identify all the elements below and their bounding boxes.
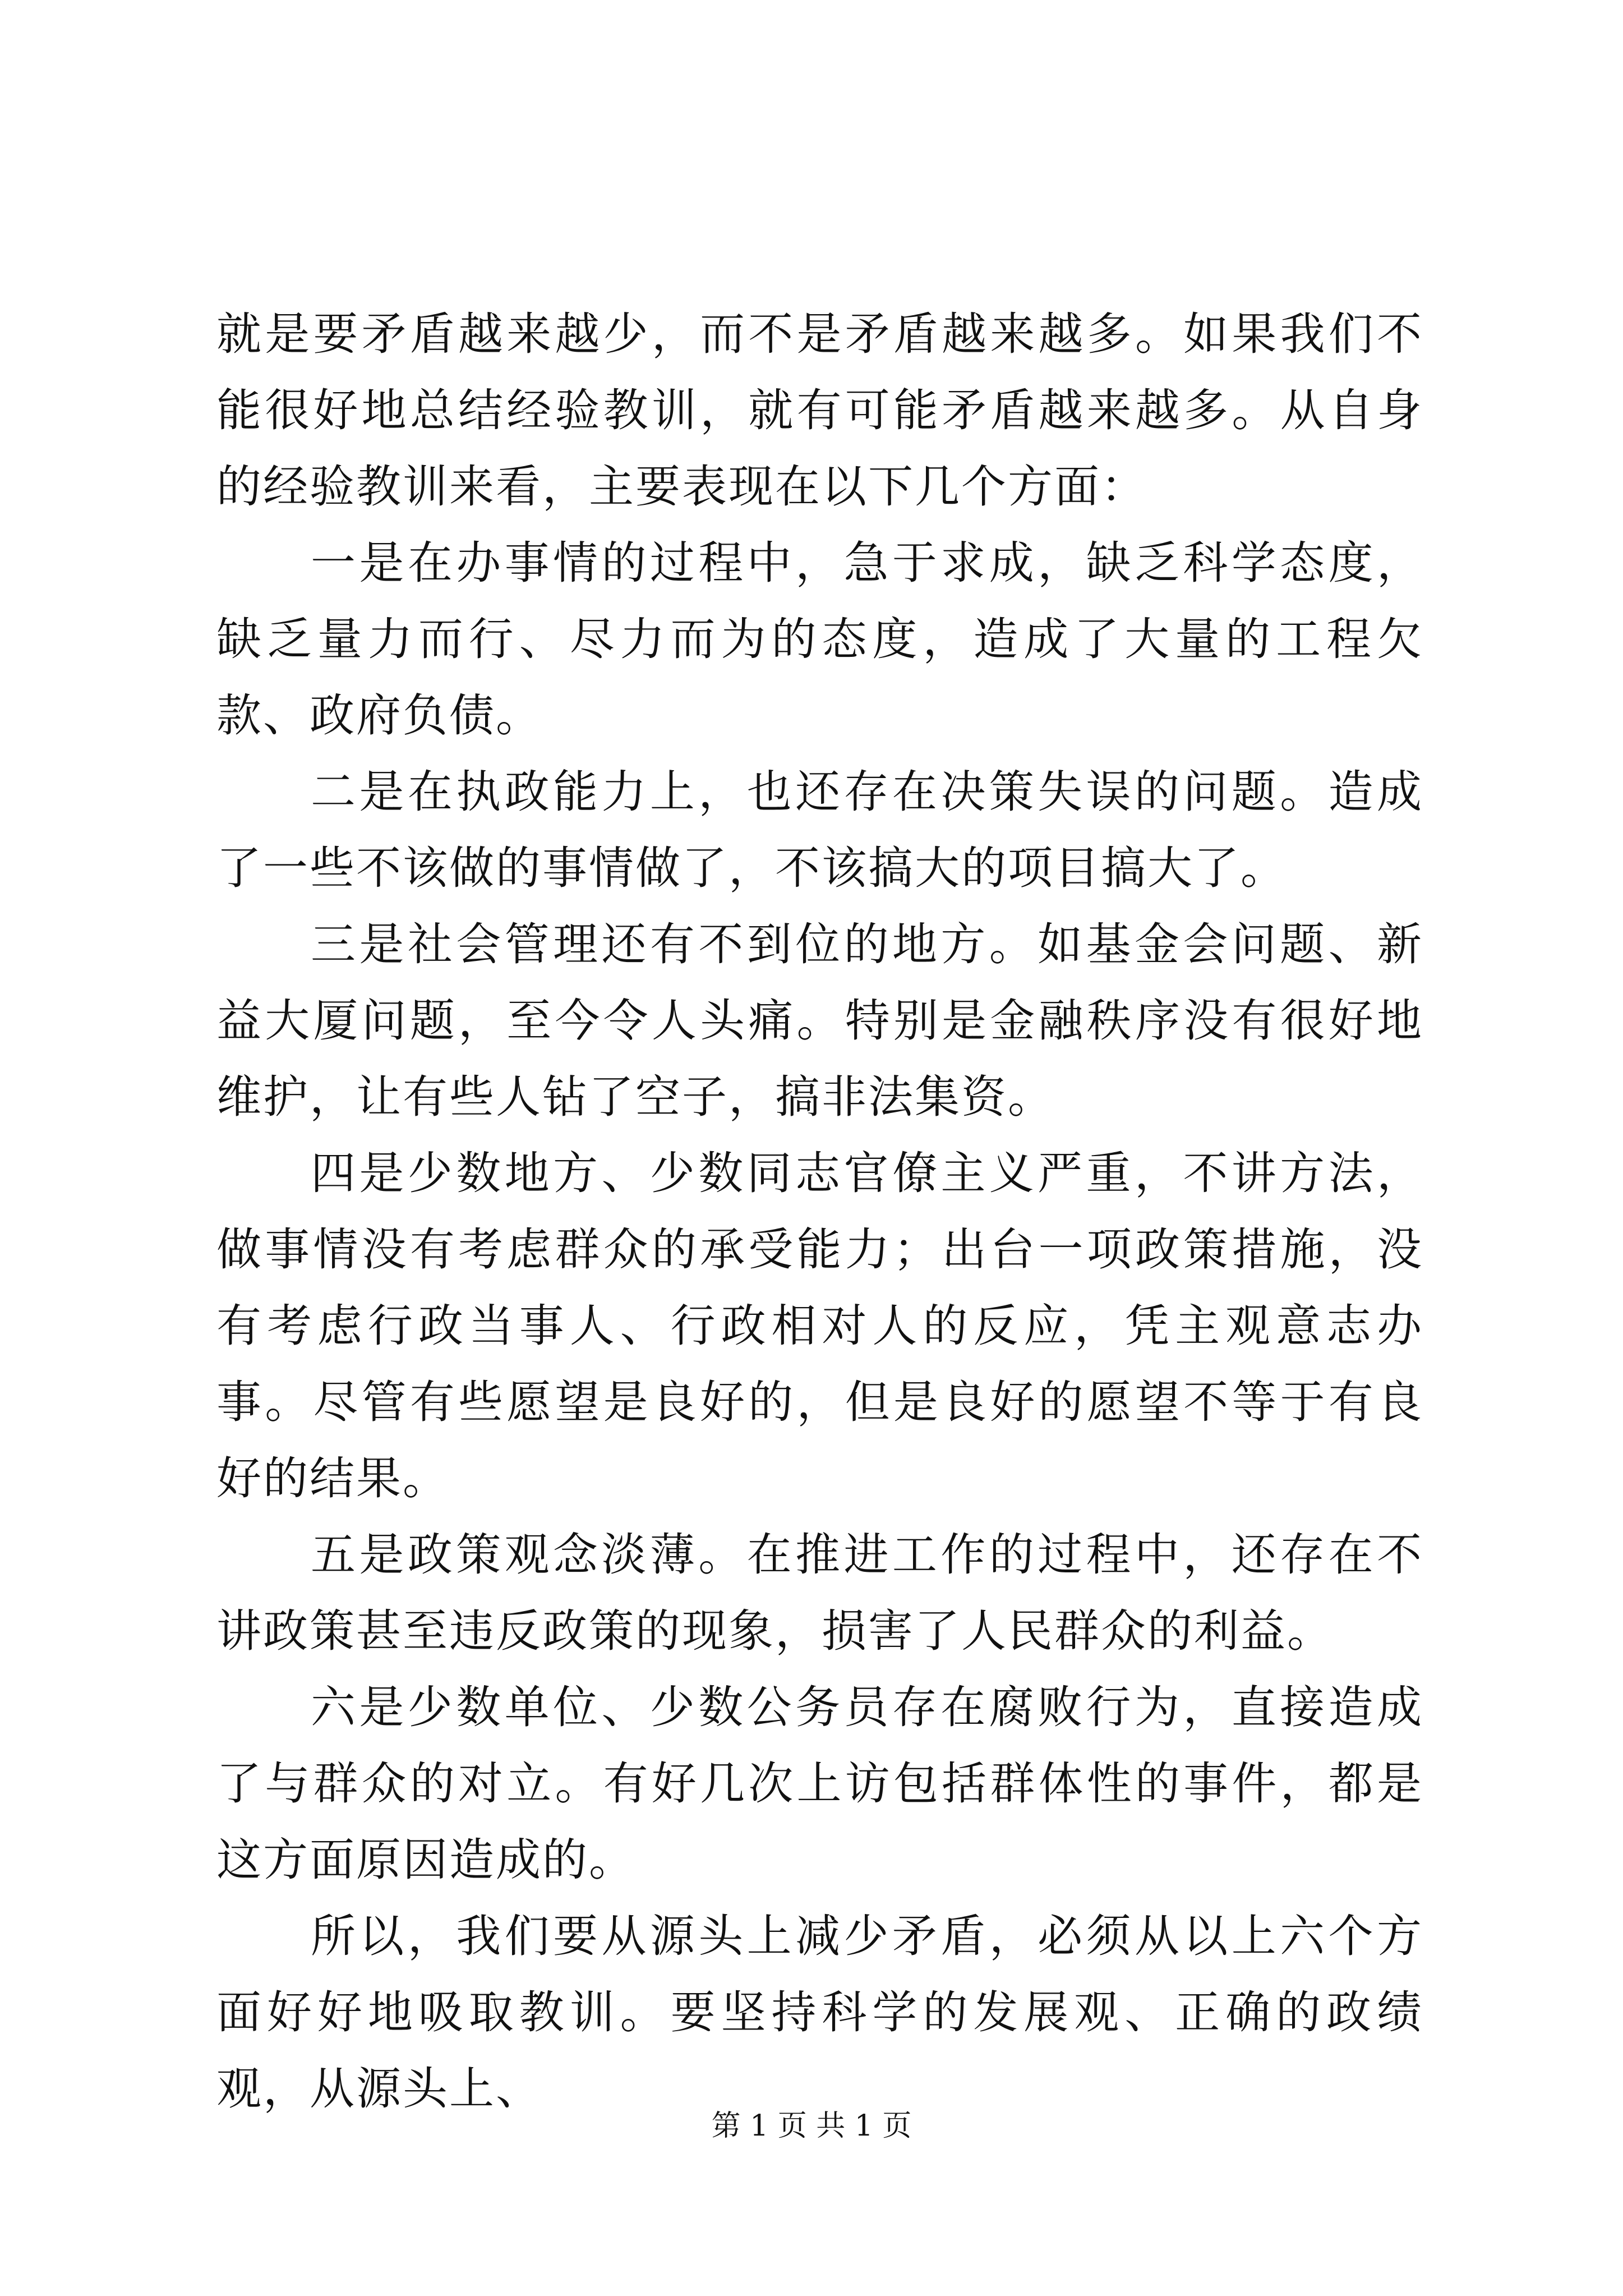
paragraph-intro: 就是要矛盾越来越少，而不是矛盾越来越多。如果我们不能很好地总结经验教训，就有可能矛盾越来越多。从自身的经验教训来看，主要表现在以下几个方面：	[216, 308, 1423, 513]
paragraph-point-6: 六是少数单位、少数公务员存在腐败行为，直接造成了与群众的对立。有好几次上访包括群体性的事件，都是这方面原因造成的。	[216, 1681, 1423, 1886]
page-number-footer: 第 1 页 共 1 页	[711, 2109, 912, 2143]
paragraph-point-5: 五是政策观念淡薄。在推进工作的过程中，还存在不讲政策甚至违反政策的现象，损害了人民群众的利益。	[216, 1529, 1423, 1657]
paragraph-point-4: 四是少数地方、少数同志官僚主义严重，不讲方法，做事情没有考虑群众的承受能力；出台一项政策措施，没有考虑行政当事人、行政相对人的反应，凭主观意志办事。尽管有些愿望是良好的，但是良好的愿望不等于有良好的结果。	[216, 1147, 1423, 1504]
paragraph-point-3: 三是社会管理还有不到位的地方。如基金会问题、新益大厦问题，至今令人头痛。特别是金融秩序没有很好地维护，让有些人钻了空子，搞非法集资。	[216, 918, 1423, 1123]
paragraph-point-1: 一是在办事情的过程中，急于求成，缺乏科学态度，缺乏量力而行、尽力而为的态度，造成了大量的工程欠款、政府负债。	[216, 537, 1423, 742]
paragraph-conclusion: 所以，我们要从源头上减少矛盾，必须从以上六个方面好好地吸取教训。要坚持科学的发展观、正确的政绩观，从源头上、	[216, 1910, 1423, 2115]
document-body	[216, 296, 1423, 2127]
paragraph-point-2: 二是在执政能力上，也还存在决策失误的问题。造成了一些不该做的事情做了，不该搞大的项目搞大了。	[216, 766, 1423, 894]
